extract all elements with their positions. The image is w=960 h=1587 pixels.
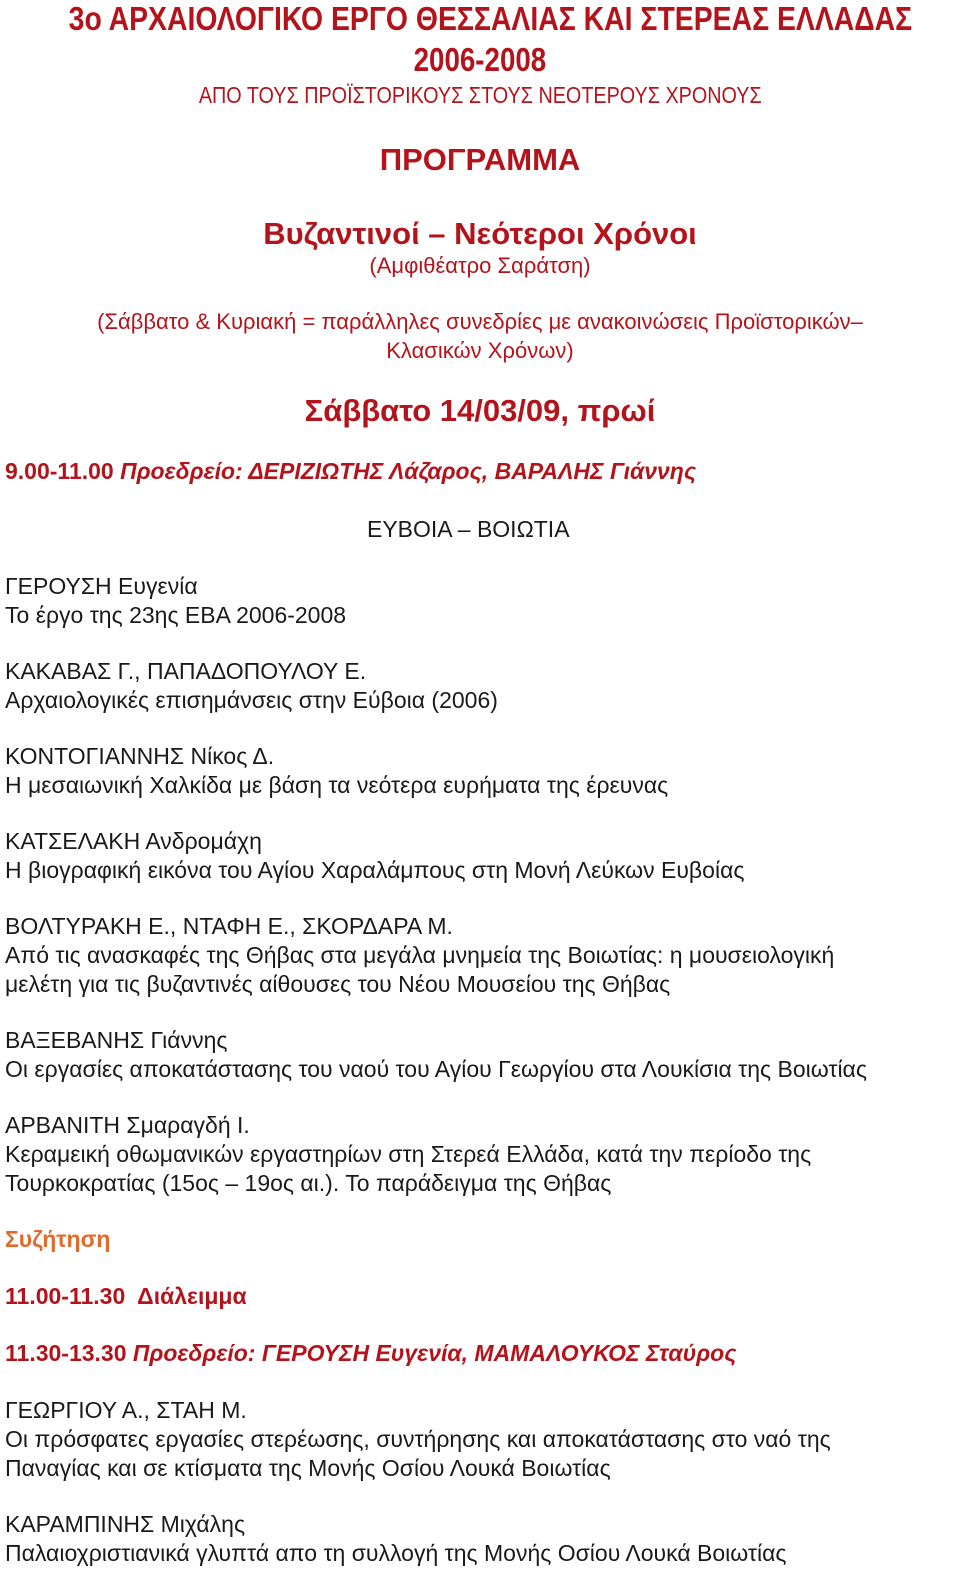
- session2-line: [5, 1340, 736, 1367]
- paper8-title-line2: Παναγίας και σε κτίσματα της Μονής Οσίου Λουκά Βοιωτίας: [5, 1455, 611, 1481]
- paper7-title-line2: Τουρκοκρατίας (15ος – 19ος αι.). Το παράδειγμα της Θήβας: [5, 1170, 612, 1196]
- break-line: [5, 1283, 247, 1310]
- paper7-title-line1: Κεραμεική οθωμανικών εργαστηρίων στη Στερεά Ελλάδα, κατά την περίοδο της: [5, 1141, 812, 1167]
- program-heading: ΠΡΟΓΡΑΜΜΑ: [379, 142, 581, 177]
- paper5-title-line1: Από τις ανασκαφές της Θήβας στα μεγάλα μνημεία της Βοιωτίας: η μουσειολογική: [5, 942, 835, 968]
- paper4-title: Η βιογραφική εικόνα του Αγίου Χαραλάμπους στη Μονή Λεύκων Ευβοίας: [5, 857, 745, 883]
- session1-chair: Προεδρείο: ΔΕΡΙΖΙΩΤΗΣ Λάζαρος, ΒΑΡΑΛΗΣ Γιάννης: [120, 458, 697, 484]
- paper2-author: ΚΑΚΑΒΑΣ Γ., ΠΑΠΑΔΟΠΟΥΛΟΥ Ε.: [5, 658, 367, 684]
- region-heading: ΕΥΒΟΙΑ – ΒΟΙΩΤΙΑ: [367, 516, 570, 542]
- paper8-author: ΓΕΩΡΓΙΟΥ Α., ΣΤΑΗ Μ.: [5, 1397, 247, 1423]
- paper6-title: Οι εργασίες αποκατάστασης του ναού του Αγίου Γεωργίου στα Λουκίσια της Βοιωτίας: [5, 1056, 867, 1082]
- section-note-line1: (Σάββατο & Κυριακή = παράλληλες συνεδρίες με ανακοινώσεις Προϊστορικών–: [97, 309, 863, 334]
- paper1-title: Το έργο της 23ης ΕΒΑ 2006-2008: [5, 602, 347, 628]
- discussion-label: Συζήτηση: [5, 1226, 111, 1252]
- paper5-author: ΒΟΛΤΥΡΑΚΗ Ε., ΝΤΑΦΗ Ε., ΣΚΟΡΔΑΡΑ Μ.: [5, 913, 453, 939]
- conference-years: 2006-2008: [413, 41, 547, 78]
- session1-line: [5, 458, 696, 485]
- day-heading: Σάββατο 14/03/09, πρωί: [304, 393, 656, 428]
- paper9-title: Παλαιοχριστιανικά γλυπτά απο τη συλλογή της Μονής Οσίου Λουκά Βοιωτίας: [5, 1540, 787, 1566]
- paper5-title-line2: μελέτη για τις βυζαντινές αίθουσες του Νέου Μουσείου της Θήβας: [5, 971, 671, 997]
- paper6-author: ΒΑΞΕΒΑΝΗΣ Γιάννης: [5, 1027, 228, 1053]
- section-venue: (Αμφιθέατρο Σαράτση): [369, 253, 591, 278]
- paper4-author: ΚΑΤΣΕΛΑΚΗ Ανδρομάχη: [5, 828, 262, 854]
- paper3-title: Η μεσαιωνική Χαλκίδα με βάση τα νεότερα ευρήματα της έρευνας: [5, 772, 669, 798]
- paper2-title: Αρχαιολογικές επισημάνσεις στην Εύβοια (2006): [5, 687, 498, 713]
- break-time: 11.00-11.30: [5, 1283, 126, 1309]
- paper3-author: ΚΟΝΤΟΓΙΑΝΝΗΣ Νίκος Δ.: [5, 743, 275, 769]
- session2-time: 11.30-13.30: [5, 1340, 127, 1366]
- paper9-author: ΚΑΡΑΜΠΙΝΗΣ Μιχάλης: [5, 1511, 246, 1537]
- paper1-author: ΓΕΡΟΥΣΗ Ευγενία: [5, 573, 198, 599]
- paper7-author: ΑΡΒΑΝΙΤΗ Σμαραγδή Ι.: [5, 1112, 250, 1138]
- section-title: Βυζαντινοί – Νεότεροι Χρόνοι: [263, 216, 697, 251]
- session1-time: 9.00-11.00: [5, 458, 114, 484]
- paper8-title-line1: Οι πρόσφατες εργασίες στερέωσης, συντήρησης και αποκατάστασης στο ναό της: [5, 1426, 831, 1452]
- session2-chair: Προεδρείο: ΓΕΡΟΥΣΗ Ευγενία, ΜΑΜΑΛΟΥΚΟΣ Σταύρος: [132, 1340, 737, 1366]
- conference-subtitle: ΑΠΟ ΤΟΥΣ ΠΡΟΪΣΤΟΡΙΚΟΥΣ ΣΤΟΥΣ ΝΕΟΤΕΡΟΥΣ ΧΡΟΝΟΥΣ: [198, 82, 762, 108]
- section-note-line2: Κλασικών Χρόνων): [386, 338, 574, 363]
- break-label: Διάλειμμα: [137, 1283, 247, 1309]
- conference-title: 3ο ΑΡΧΑΙΟΛΟΓΙΚΟ ΕΡΓΟ ΘΕΣΣΑΛΙΑΣ ΚΑΙ ΣΤΕΡΕΑΣ ΕΛΛΑΔΑΣ: [68, 0, 913, 37]
